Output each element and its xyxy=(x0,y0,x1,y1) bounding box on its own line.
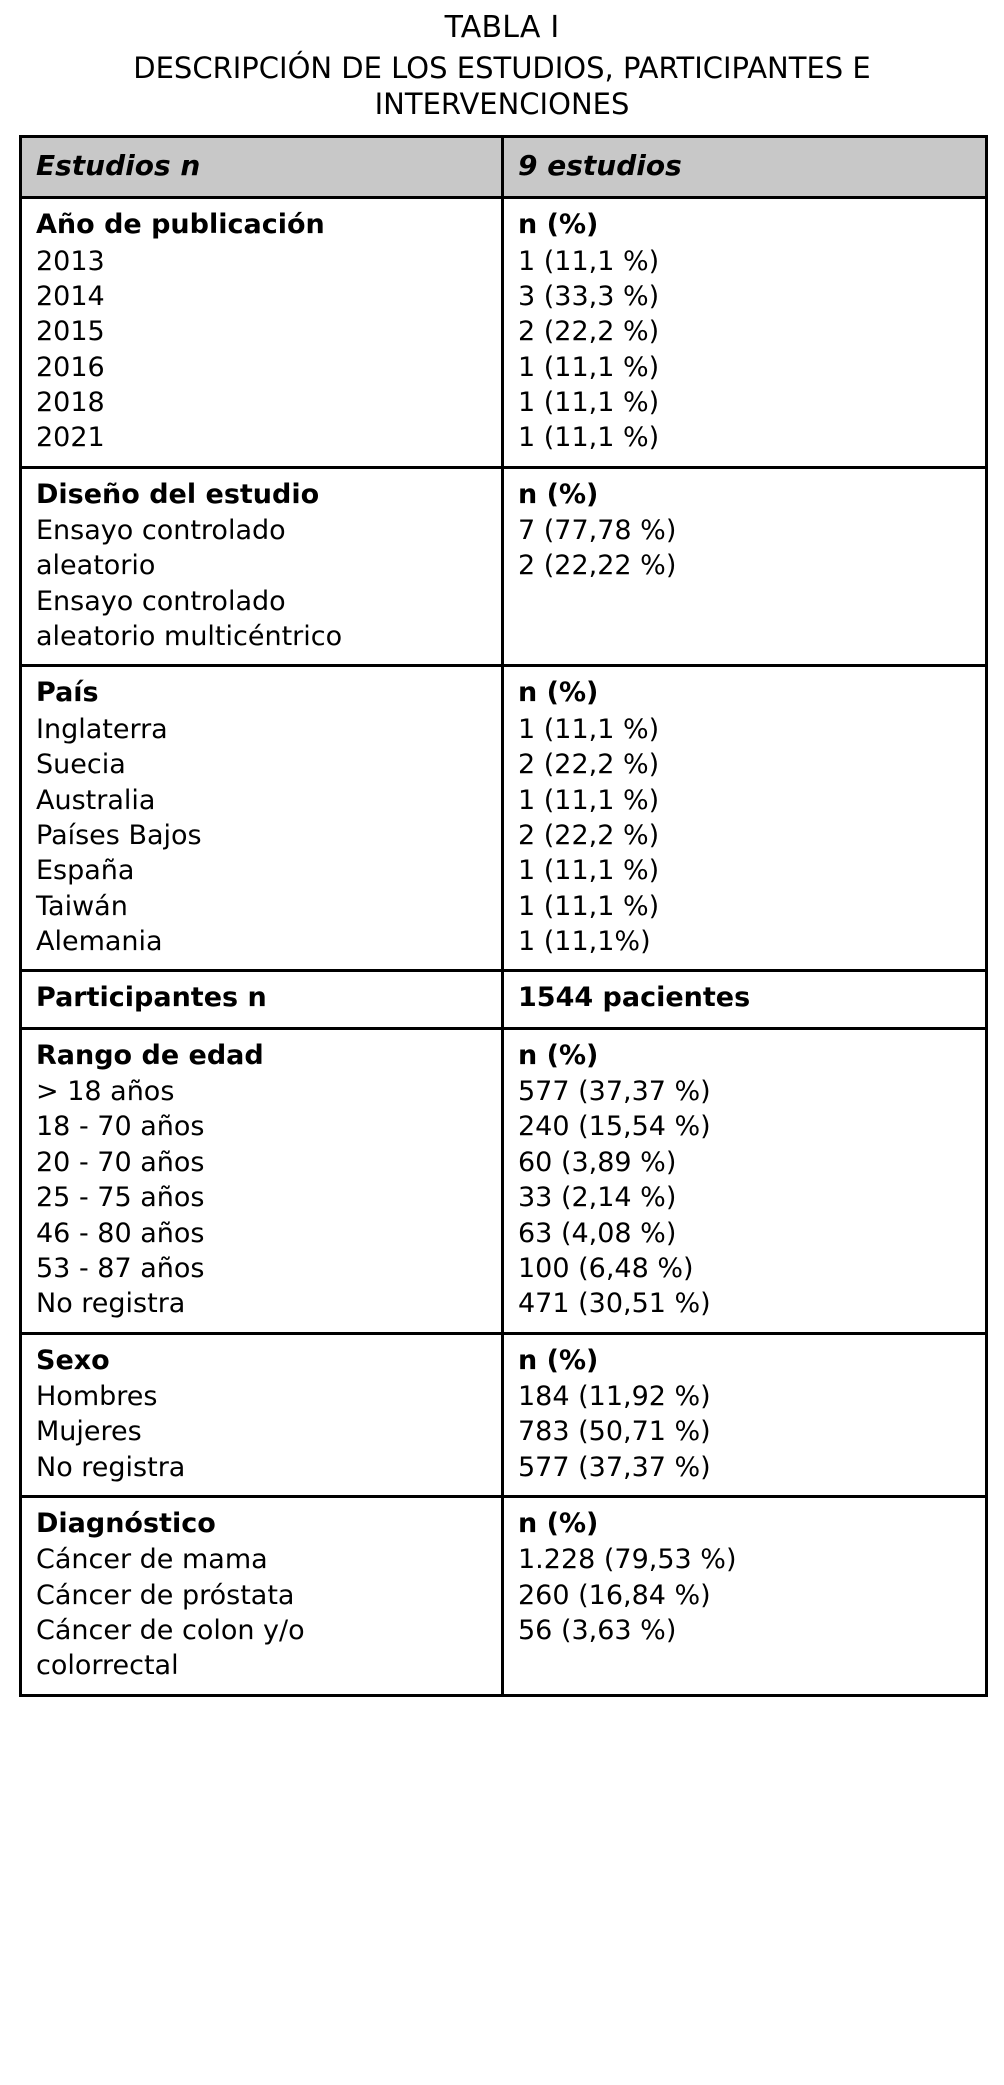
section-pais-labels xyxy=(21,666,503,971)
row-label: 18 - 70 años xyxy=(36,1111,205,1143)
row-value xyxy=(518,619,975,654)
table-row xyxy=(21,1333,987,1496)
row-value: 1.228 (79,53 %) xyxy=(518,1544,737,1576)
row-label: Taiwán xyxy=(36,890,128,922)
row-value: 1 (11,1 %) xyxy=(518,386,660,418)
row-label: 2016 xyxy=(36,351,105,383)
title-block xyxy=(0,0,1004,129)
row-value: 1 (11,1 %) xyxy=(518,422,660,454)
row-value: 3 (33,3 %) xyxy=(518,280,660,312)
section-diseno-del-estudio-title: Diseño del estudio xyxy=(36,478,320,510)
row-label: aleatorio multicéntrico xyxy=(36,621,343,653)
section-ano-de-publicacion-labels xyxy=(21,198,503,468)
row-label: 25 - 75 años xyxy=(36,1182,205,1214)
row-value: 100 (6,48 %) xyxy=(518,1252,694,1284)
page-subtitle: DESCRIPCIÓN DE LOS ESTUDIOS, PARTICIPANTES E INTERVENCIONES xyxy=(133,51,871,122)
row-label: 20 - 70 años xyxy=(36,1146,205,1178)
row-label: Ensayo controlado xyxy=(36,585,286,617)
row-label: 2018 xyxy=(36,386,105,418)
row-label: Hombres xyxy=(36,1380,158,1412)
section-ano-de-publicacion-value-title: n (%) xyxy=(518,209,599,241)
row-label: España xyxy=(36,855,135,887)
section-participantes-value-title: 1544 pacientes xyxy=(518,982,751,1014)
table-body xyxy=(21,136,987,1695)
section-diagnostico-values xyxy=(503,1497,987,1696)
row-label: Cáncer de mama xyxy=(36,1544,268,1576)
row-label: Inglaterra xyxy=(36,713,168,745)
section-pais-values xyxy=(503,666,987,971)
row-value: 260 (16,84 %) xyxy=(518,1579,711,1611)
row-value: 56 (3,63 %) xyxy=(518,1615,677,1647)
row-label: 2015 xyxy=(36,316,105,348)
row-value: 577 (37,37 %) xyxy=(518,1451,711,1483)
row-value: 783 (50,71 %) xyxy=(518,1416,711,1448)
header-cell-9-estudios: 9 estudios xyxy=(503,136,987,198)
row-label: aleatorio xyxy=(36,550,156,582)
row-value: 240 (15,54 %) xyxy=(518,1111,711,1143)
section-sexo-title: Sexo xyxy=(36,1344,110,1376)
row-value: 33 (2,14 %) xyxy=(518,1182,677,1214)
section-diagnostico-title: Diagnóstico xyxy=(36,1508,216,1540)
section-rango-de-edad-values xyxy=(503,1028,987,1333)
row-value: 1 (11,1 %) xyxy=(518,245,660,277)
row-label: Cáncer de próstata xyxy=(36,1579,295,1611)
row-value: 1 (11,1 %) xyxy=(518,890,660,922)
section-pais-title: País xyxy=(36,677,99,709)
row-value: 2 (22,2 %) xyxy=(518,316,660,348)
section-diagnostico-value-title: n (%) xyxy=(518,1508,599,1540)
row-value: 1 (11,1 %) xyxy=(518,784,660,816)
table-row xyxy=(21,971,987,1028)
section-participantes-labels xyxy=(21,971,503,1028)
section-diseno-del-estudio-value-title: n (%) xyxy=(518,478,599,510)
row-label: > 18 años xyxy=(36,1076,175,1108)
row-label: 2013 xyxy=(36,245,105,277)
row-value: 60 (3,89 %) xyxy=(518,1146,677,1178)
row-label: Mujeres xyxy=(36,1416,142,1448)
row-value: 63 (4,08 %) xyxy=(518,1217,677,1249)
section-ano-de-publicacion-title: Año de publicación xyxy=(36,209,325,241)
section-rango-de-edad-labels xyxy=(21,1028,503,1333)
row-value: 2 (22,2 %) xyxy=(518,749,660,781)
page-title: TABLA I xyxy=(444,10,560,45)
section-rango-de-edad-title: Rango de edad xyxy=(36,1039,264,1071)
section-diseno-del-estudio-labels xyxy=(21,467,503,666)
row-value: 2 (22,22 %) xyxy=(518,550,677,582)
row-value xyxy=(518,1648,975,1683)
section-sexo-value-title: n (%) xyxy=(518,1344,599,1376)
row-label: No registra xyxy=(36,1451,186,1483)
table-row xyxy=(21,1028,987,1333)
section-pais-value-title: n (%) xyxy=(518,677,599,709)
table-row xyxy=(21,666,987,971)
row-label: Australia xyxy=(36,784,156,816)
section-participantes-values xyxy=(503,971,987,1028)
row-value xyxy=(518,584,975,619)
row-value: 7 (77,78 %) xyxy=(518,515,677,547)
header-cell-estudios: Estudios n xyxy=(21,136,503,198)
row-label: colorrectal xyxy=(36,1650,179,1682)
row-value: 2 (22,2 %) xyxy=(518,819,660,851)
table-header-row xyxy=(21,136,987,198)
row-label: Países Bajos xyxy=(36,819,202,851)
row-value: 471 (30,51 %) xyxy=(518,1288,711,1320)
section-sexo-labels xyxy=(21,1333,503,1496)
table-row xyxy=(21,198,987,468)
row-label: Suecia xyxy=(36,749,126,781)
row-value: 577 (37,37 %) xyxy=(518,1076,711,1108)
row-value: 1 (11,1%) xyxy=(518,926,651,957)
row-label: Alemania xyxy=(36,926,163,957)
section-diseno-del-estudio-values xyxy=(503,467,987,666)
section-ano-de-publicacion-values xyxy=(503,198,987,468)
row-label: Ensayo controlado xyxy=(36,515,286,547)
row-value: 1 (11,1 %) xyxy=(518,351,660,383)
row-label: 2014 xyxy=(36,280,105,312)
table-row xyxy=(21,1497,987,1696)
section-sexo-values xyxy=(503,1333,987,1496)
section-participantes-title: Participantes n xyxy=(36,982,267,1014)
row-label: No registra xyxy=(36,1288,186,1320)
row-value: 1 (11,1 %) xyxy=(518,713,660,745)
row-label: 53 - 87 años xyxy=(36,1252,205,1284)
descripcion-estudios-table xyxy=(19,135,988,1697)
row-value: 184 (11,92 %) xyxy=(518,1380,711,1412)
row-value: 1 (11,1 %) xyxy=(518,855,660,887)
section-rango-de-edad-value-title: n (%) xyxy=(518,1039,599,1071)
row-label: Cáncer de colon y/o xyxy=(36,1615,305,1647)
row-label: 46 - 80 años xyxy=(36,1217,205,1249)
section-diagnostico-labels xyxy=(21,1497,503,1696)
table-row xyxy=(21,467,987,666)
row-label: 2021 xyxy=(36,422,105,454)
